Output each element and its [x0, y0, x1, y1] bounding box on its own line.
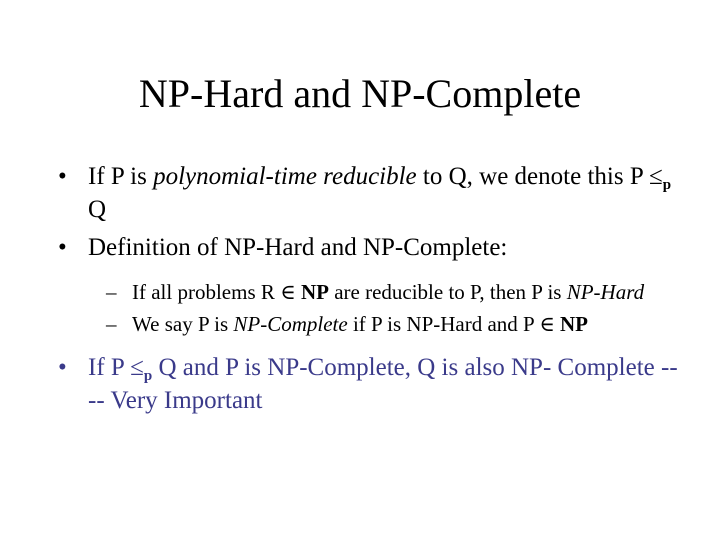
slide-title: NP-Hard and NP-Complete [138, 71, 582, 116]
bullet-marker: • [58, 234, 67, 261]
leq-symbol: ≤ [130, 354, 144, 381]
dash-marker: – [106, 312, 117, 336]
sub-text-emphasis: NP-Hard [566, 280, 645, 304]
bullet-text-pre: If P is [88, 163, 154, 190]
bullet-text-post: to Q, we denote this P [416, 163, 650, 190]
sub-text-pre: We say P is [132, 312, 234, 336]
bullet-text: Definition of NP-Hard and NP-Complete: [88, 234, 508, 261]
bullet-marker: • [58, 163, 67, 190]
sub-text-mid: if P is NP-Hard and P [347, 312, 540, 336]
leq-symbol: ≤ [649, 163, 663, 190]
bullet-definition-heading [58, 233, 678, 263]
bullet-text-post: Q and P is NP-Complete, Q is also NP- Complete ---- Very Important [88, 354, 678, 414]
bullet-list [58, 162, 678, 424]
bullet-text-emphasis: polynomial-time reducible [153, 163, 417, 190]
bullet-text-pre: If P [88, 354, 131, 381]
sub-bullet-np-hard [106, 279, 668, 305]
subscript-p: p [143, 368, 153, 384]
bullet-marker: • [58, 354, 67, 381]
bullet-text-end: Q [88, 196, 107, 223]
element-of-symbol: ∈ [280, 280, 296, 304]
sub-text-pre: If all problems R [132, 280, 281, 304]
np-bold: NP [295, 280, 329, 304]
sub-bullet-list [58, 279, 678, 337]
sub-text-mid: are reducible to P, then P is [328, 280, 567, 304]
dash-marker: – [106, 280, 117, 304]
bullet-important-note [58, 353, 678, 416]
bullet-reducible-definition [58, 162, 678, 225]
sub-bullet-np-complete [106, 311, 668, 337]
np-bold: NP [554, 312, 589, 336]
subscript-p: p [662, 177, 672, 193]
sub-text-emphasis: NP-Complete [233, 312, 348, 336]
element-of-symbol: ∈ [539, 312, 555, 336]
